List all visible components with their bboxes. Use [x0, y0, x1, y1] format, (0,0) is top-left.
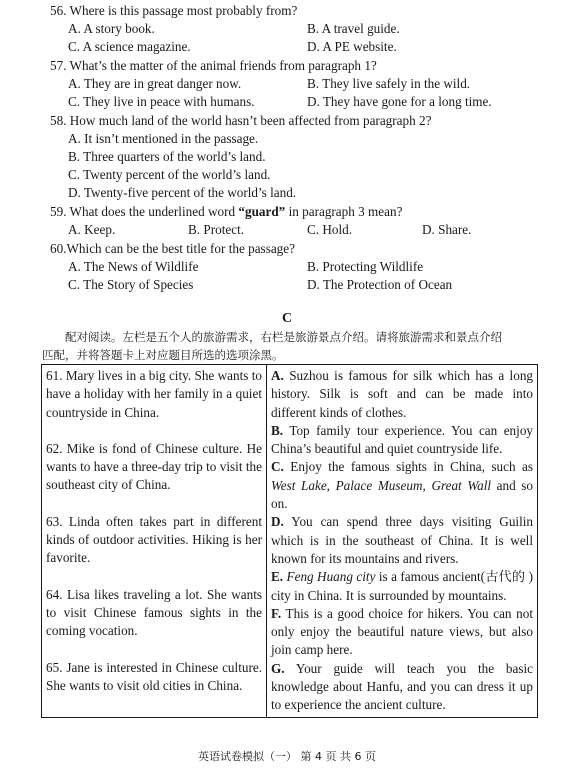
place-c-text-start: Enjoy the famous sights in China, such as — [290, 459, 533, 475]
place-d-text: You can spend three days visiting Guilin which is in the southeast of China. It is well known for its mountains and rivers. — [271, 514, 534, 566]
place-e-text: is a famous ancient(古代的 ) city in China. It is surrounded by mountains. — [271, 569, 533, 603]
place-a — [271, 367, 533, 422]
place-g-text: Your guide will teach you the basic knowledge about Hanfu, and you can dress it up to experience the ancient culture. — [271, 660, 534, 713]
place-b — [271, 422, 533, 459]
place-c-separator-2: , — [422, 477, 432, 493]
question-57-option-d: D. They have gone for a long time. — [307, 94, 492, 109]
question-58-stem: 58. How much land of the world hasn’t been affected from paragraph 2? — [50, 113, 432, 128]
person-64: 64. Lisa likes traveling a lot. She wants to visit Chinese famous sights in the coming vocation. — [46, 586, 262, 639]
matching-table — [41, 364, 538, 718]
place-e-city: Feng Huang city — [286, 569, 376, 585]
question-59-option-c: C. Hold. — [307, 222, 353, 237]
section-c-instruction-line1: 配对阅读。左栏是五个人的旅游需求，右栏是旅游景点介绍。请将旅游需求和景点介绍 — [65, 330, 502, 344]
place-c-sight-great-wall: Great Wall — [431, 477, 492, 493]
people-column — [42, 365, 267, 718]
place-f-text: This is a good choice for hikers. You can not only enjoy the beautiful nature views, but also join camp here. — [271, 605, 533, 658]
question-60-option-a: A. The News of Wildlife — [68, 259, 199, 274]
question-58-option-b: B. Three quarters of the world’s land. — [68, 149, 266, 164]
question-56-option-c: C. A science magazine. — [68, 39, 191, 54]
place-c-letter: C. — [271, 459, 284, 475]
question-56-option-b: B. A travel guide. — [307, 21, 400, 36]
place-g — [271, 660, 533, 715]
place-f — [271, 605, 533, 660]
place-a-text: Suzhou is famous for silk which has a long history. Silk is soft and can be made into different kinds of clothes. — [271, 368, 534, 420]
question-58-option-c: C. Twenty percent of the world’s land. — [68, 167, 271, 182]
question-59-option-b: B. Protect. — [188, 222, 245, 237]
question-56-option-a: A. A story book. — [68, 21, 155, 36]
place-e — [271, 568, 533, 605]
section-c-title: C — [281, 311, 293, 326]
place-c — [271, 458, 533, 513]
place-g-letter: G. — [271, 660, 285, 676]
question-59-option-d: D. Share. — [422, 222, 472, 237]
question-60-option-d: D. The Protection of Ocean — [307, 277, 453, 292]
question-58-option-a: A. It isn’t mentioned in the passage. — [68, 131, 259, 146]
place-b-letter: B. — [271, 422, 284, 438]
person-65: 65. Jane is interested in Chinese culture. She wants to visit old cities in China. — [46, 659, 262, 693]
places-column — [267, 365, 538, 718]
question-60-option-b: B. Protecting Wildlife — [307, 259, 424, 274]
person-62: 62. Mike is fond of Chinese culture. He wants to have a three-day trip to visit the southeast city of China. — [46, 440, 262, 493]
place-a-letter: A. — [271, 368, 284, 383]
question-57-option-c: C. They live in peace with humans. — [68, 94, 255, 109]
question-59-stem-start: 59. What does the underlined word — [50, 204, 239, 219]
place-d — [271, 513, 533, 568]
place-c-text-end: and so on. — [271, 477, 534, 512]
place-c-sight-west-lake: West Lake — [271, 477, 327, 493]
question-59-stem-end: in paragraph 3 mean? — [285, 204, 403, 219]
place-f-letter: F. — [271, 605, 282, 621]
page-footer: 英语试卷模拟（一） 第 4 页 共 6 页 — [198, 750, 376, 763]
place-c-separator-1: , — [326, 477, 336, 493]
place-c-sight-palace-museum: Palace Museum — [335, 477, 423, 493]
place-e-letter: E. — [271, 569, 284, 585]
question-56-option-d: D. A PE website. — [307, 39, 397, 54]
question-57-option-b: B. They live safely in the wild. — [307, 76, 471, 91]
underlined-word-guard: “guard” — [238, 204, 286, 219]
question-57-stem: 57. What’s the matter of the animal friends from paragraph 1? — [50, 58, 377, 73]
question-58-option-d: D. Twenty-five percent of the world’s land. — [68, 185, 297, 200]
question-57-option-a: A. They are in great danger now. — [68, 76, 242, 91]
question-60-stem: 60.Which can be the best title for the passage? — [50, 241, 295, 256]
person-63: 63. Linda often takes part in different kinds of outdoor activities. Hiking is her favorite. — [46, 513, 262, 566]
place-d-letter: D. — [271, 514, 284, 530]
section-c-instruction-line2: 匹配，并将答题卡上对应题目所选的选项涂黑。 — [42, 348, 284, 362]
person-61: 61. Mary lives in a big city. She wants to have a holiday with her family in a quiet countryside in China. — [46, 368, 262, 420]
question-59-option-a: A. Keep. — [68, 222, 116, 237]
question-60-option-c: C. The Story of Species — [68, 277, 194, 292]
question-59-stem — [50, 203, 402, 221]
question-56-stem: 56. Where is this passage most probably from? — [50, 3, 298, 18]
place-b-text: Top family tour experience. You can enjoy China’s beautiful and quiet countryside life. — [271, 422, 534, 457]
